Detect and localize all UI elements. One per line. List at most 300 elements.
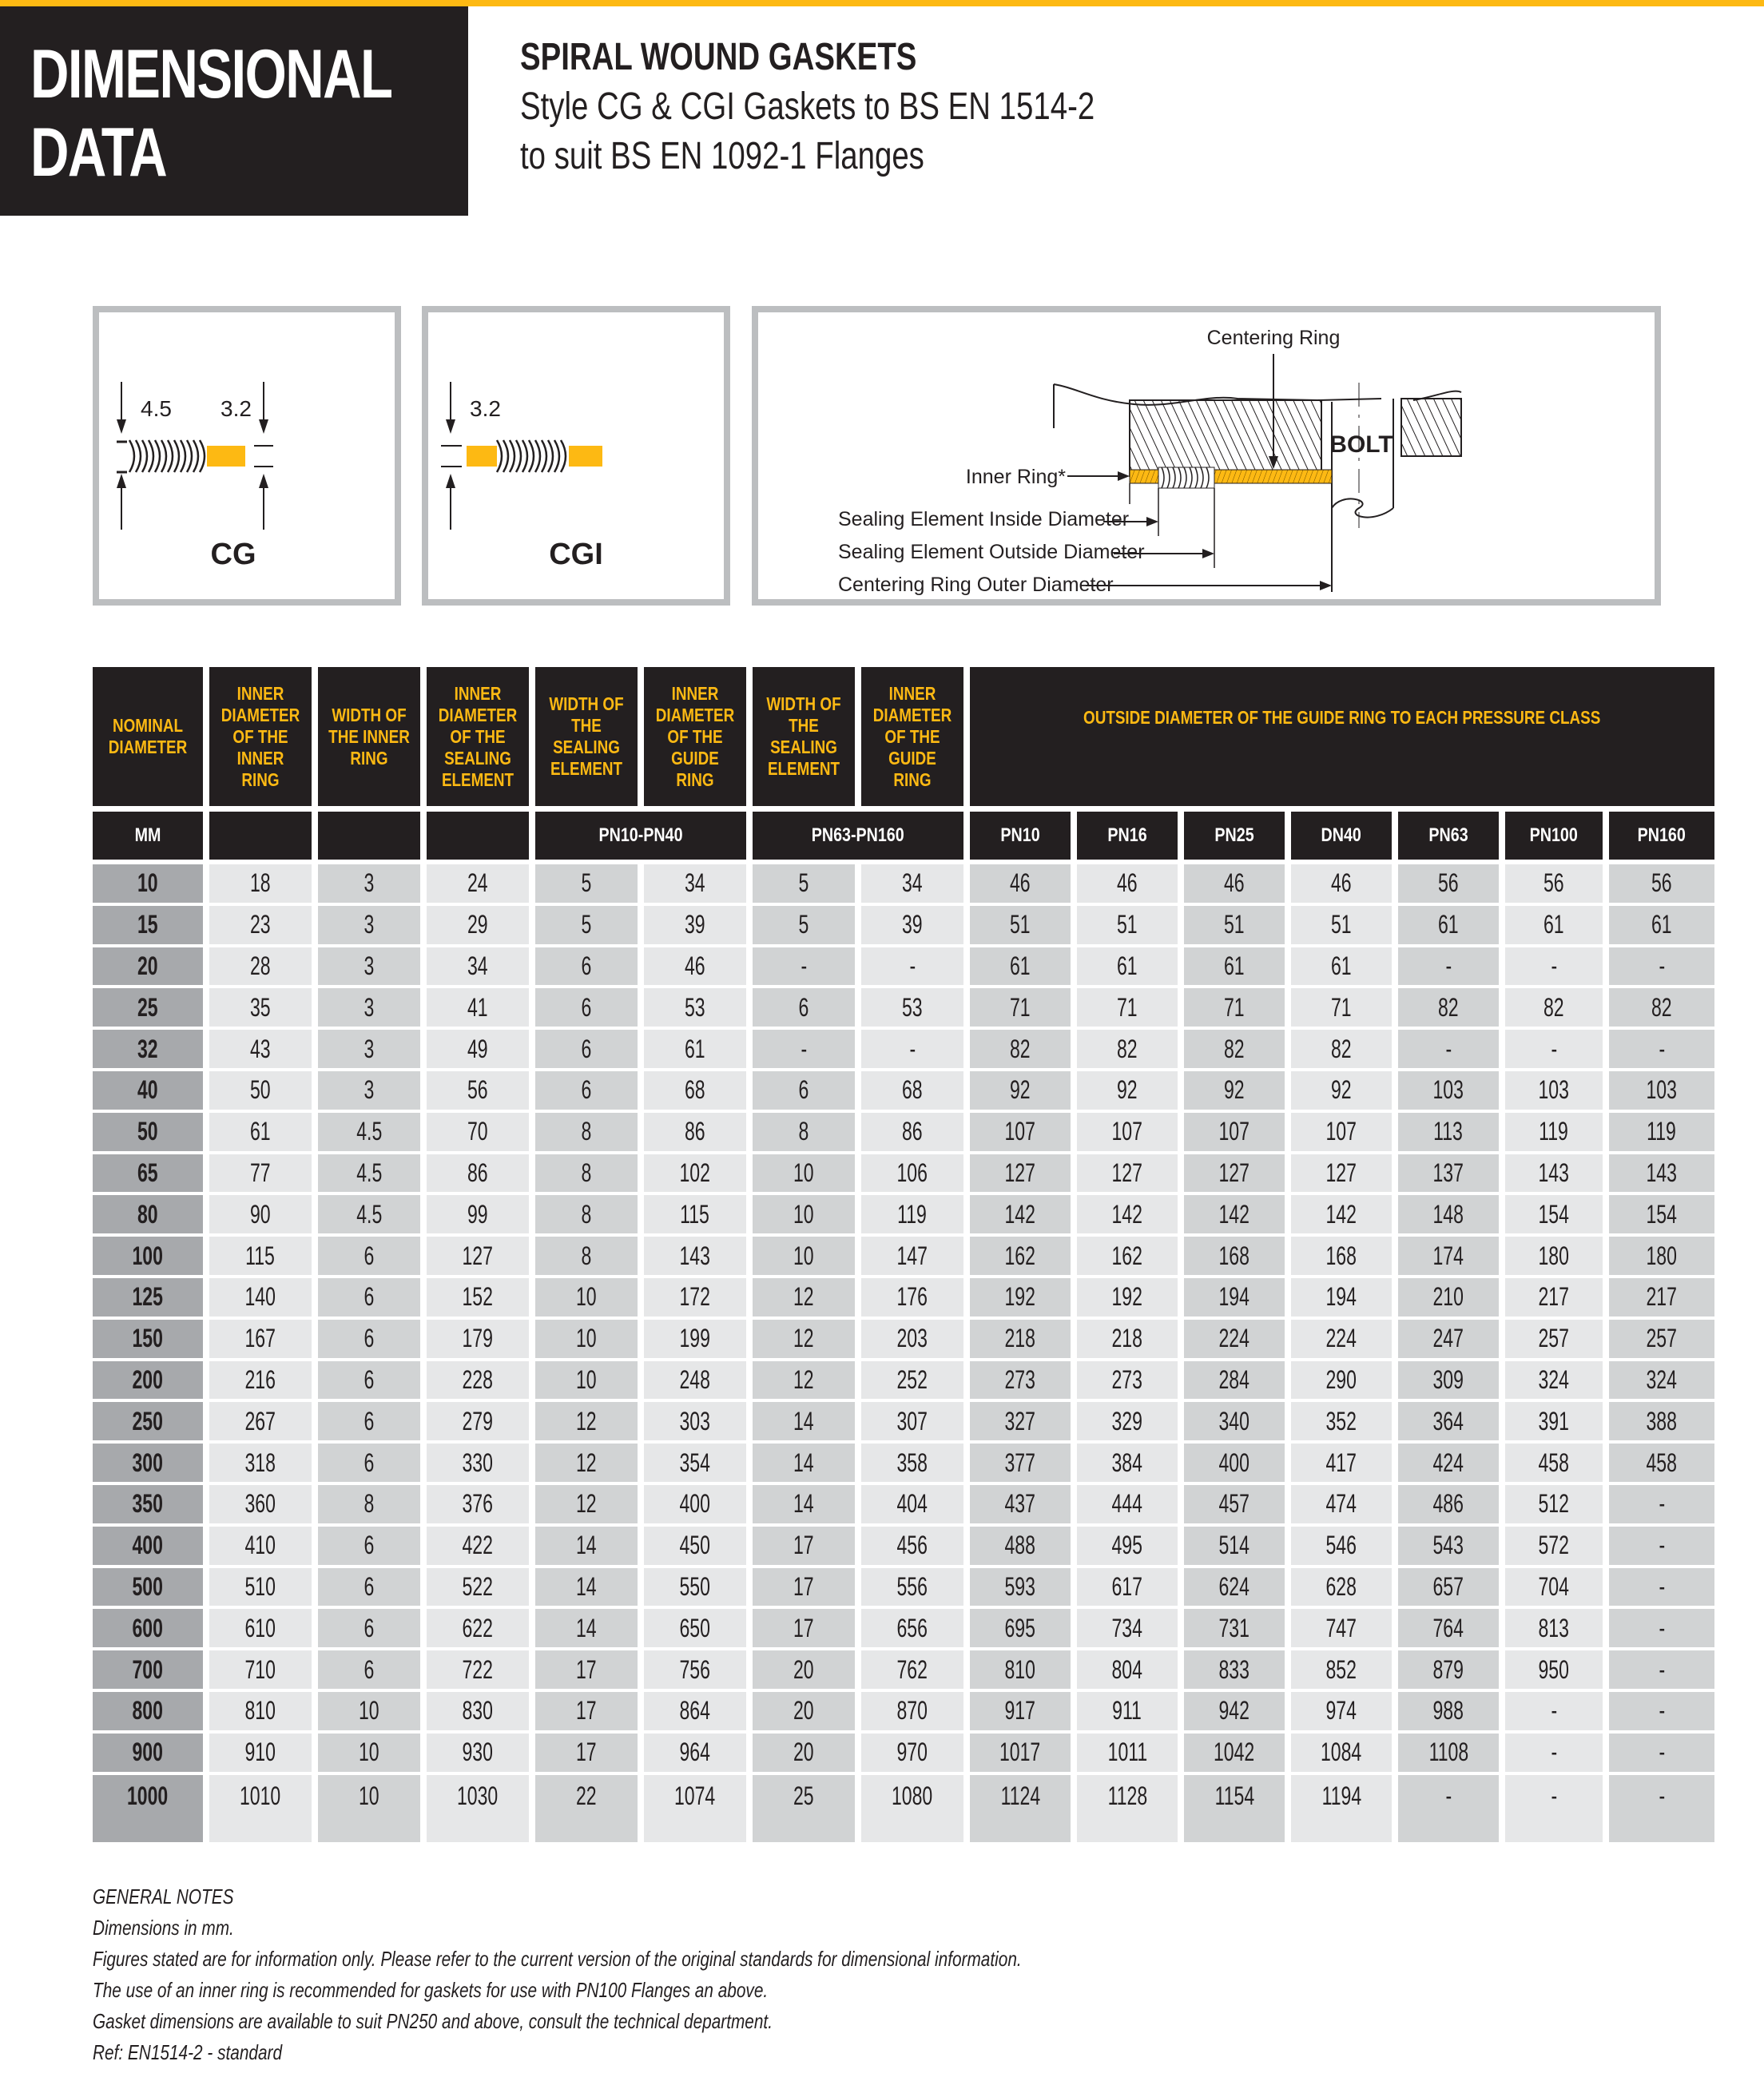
table-cell — [535, 906, 638, 944]
table-cell-text: 39 — [685, 910, 705, 939]
table-cell — [209, 864, 312, 903]
table-cell — [861, 1237, 963, 1275]
table-cell-text: 86 — [685, 1117, 705, 1146]
table-cell — [209, 1320, 312, 1358]
table-cell-text: 41 — [467, 992, 488, 1022]
table-cell — [1505, 1402, 1603, 1440]
table-cell — [1291, 988, 1392, 1027]
table-cell — [753, 1071, 855, 1110]
table-cell-text: 910 — [244, 1738, 276, 1767]
table-cell — [427, 1692, 529, 1730]
nominal-diameter-cell-text: 900 — [132, 1738, 164, 1767]
table-cell — [1077, 1320, 1178, 1358]
table-cell — [1398, 1692, 1499, 1730]
spiral-winding — [129, 440, 205, 472]
centering-outer-label: Centering Ring Outer Diameter — [838, 574, 1114, 596]
table-cell-text: 3 — [364, 1075, 375, 1105]
table-cell-text: 68 — [902, 1075, 923, 1105]
nominal-diameter-cell-text: 65 — [137, 1158, 158, 1187]
table-cell — [1184, 1692, 1285, 1730]
table-cell-text: 29 — [467, 910, 488, 939]
pressure-group-header-text: PN63-PN160 — [812, 824, 904, 846]
table-cell-text: 51 — [1331, 910, 1352, 939]
table-cell — [1505, 1609, 1603, 1647]
table-cell — [1291, 1527, 1392, 1565]
table-cell-text: 142 — [1325, 1199, 1357, 1229]
table-cell-text: 6 — [364, 1282, 375, 1312]
table-cell-text: 970 — [896, 1738, 928, 1767]
table-cell — [753, 1568, 855, 1606]
table-cell-text: 422 — [462, 1531, 494, 1560]
table-cell — [1184, 1113, 1285, 1151]
table-cell — [1505, 947, 1603, 986]
table-cell — [753, 864, 855, 903]
table-cell — [753, 1030, 855, 1068]
table-cell — [1077, 1278, 1178, 1317]
table-cell-text: 99 — [467, 1199, 488, 1229]
table-cell-text: 833 — [1218, 1654, 1250, 1684]
table-cell-text: 46 — [1117, 868, 1138, 898]
table-cell — [209, 988, 312, 1027]
table-cell-text: 56 — [1544, 868, 1564, 898]
column-header-text: NOMINAL DIAMETER — [108, 715, 188, 757]
table-cell — [1291, 1692, 1392, 1730]
table-cell-text: 488 — [1004, 1531, 1036, 1560]
table-cell — [1077, 864, 1178, 903]
table-cell-text: 86 — [467, 1158, 488, 1187]
table-cell — [970, 864, 1071, 903]
note-line: Ref: EN1514-2 - standard — [93, 2040, 283, 2064]
table-cell — [1609, 1361, 1714, 1400]
table-cell — [318, 947, 420, 986]
table-cell — [1609, 1775, 1714, 1842]
cg-dim-left: 4.5 — [141, 396, 172, 421]
table-cell — [1505, 864, 1603, 903]
table-cell-text: 127 — [1218, 1158, 1250, 1187]
table-cell-text: 147 — [896, 1241, 928, 1270]
table-cell — [753, 1527, 855, 1565]
table-cell — [1609, 1568, 1714, 1606]
table-cell — [1505, 1734, 1603, 1772]
table-cell — [753, 1237, 855, 1275]
cgi-dim-left: 3.2 — [470, 396, 501, 421]
table-cell-text: - — [1445, 1034, 1452, 1063]
table-cell — [209, 906, 312, 944]
table-cell-text: 43 — [250, 1034, 271, 1063]
table-cell-text: 61 — [1331, 951, 1352, 980]
table-cell — [1398, 1775, 1499, 1842]
table-cell-text: 12 — [576, 1406, 597, 1436]
table-cell — [753, 1734, 855, 1772]
nominal-diameter-cell — [93, 1527, 203, 1565]
table-cell — [1291, 1278, 1392, 1317]
table-cell — [644, 1278, 746, 1317]
table-cell — [644, 864, 746, 903]
table-cell-text: 82 — [1224, 1034, 1245, 1063]
table-cell — [209, 1113, 312, 1151]
table-cell — [1184, 1485, 1285, 1523]
table-cell — [1291, 1734, 1392, 1772]
table-cell — [427, 1237, 529, 1275]
table-cell-text: 911 — [1112, 1696, 1142, 1726]
table-cell-text: 329 — [1111, 1406, 1143, 1436]
sealing-inside-label: Sealing Element Inside Diameter — [838, 508, 1130, 530]
table-cell-text: 71 — [1224, 992, 1245, 1022]
table-cell — [861, 988, 963, 1027]
nominal-diameter-cell-text: 32 — [137, 1034, 158, 1063]
table-cell — [1291, 1154, 1392, 1193]
table-cell-text: 34 — [685, 868, 705, 898]
table-cell — [861, 947, 963, 986]
table-cell-text: - — [1659, 1571, 1665, 1601]
table-cell-text: 12 — [793, 1324, 814, 1353]
table-cell-text: 273 — [1004, 1364, 1036, 1394]
table-cell-text: 410 — [244, 1531, 276, 1560]
table-cell — [1609, 988, 1714, 1027]
table-cell — [1609, 1195, 1714, 1233]
table-cell — [318, 1361, 420, 1400]
table-cell — [318, 1113, 420, 1151]
table-cell — [1398, 988, 1499, 1027]
table-cell-text: 930 — [462, 1738, 494, 1767]
table-cell-text: 137 — [1432, 1158, 1464, 1187]
table-cell — [644, 1195, 746, 1233]
table-cell — [427, 1444, 529, 1482]
table-cell — [1398, 1237, 1499, 1275]
table-cell-text: 127 — [462, 1241, 494, 1270]
table-cell-text: 51 — [1010, 910, 1031, 939]
nominal-diameter-cell-text: 350 — [132, 1489, 164, 1519]
table-cell-text: 180 — [1646, 1241, 1678, 1270]
table-cell-text: 318 — [244, 1448, 276, 1477]
table-cell — [318, 1527, 420, 1565]
centering-ring-label: Centering Ring — [1206, 327, 1341, 349]
table-cell — [753, 1113, 855, 1151]
table-cell — [1291, 1568, 1392, 1606]
nominal-diameter-cell-text: 40 — [137, 1075, 158, 1105]
table-cell — [1505, 1030, 1603, 1068]
table-cell-text: 82 — [1544, 992, 1564, 1022]
table-cell-text: 731 — [1218, 1613, 1250, 1642]
table-cell — [644, 1485, 746, 1523]
column-header — [318, 667, 420, 806]
nominal-diameter-cell — [93, 947, 203, 986]
nominal-diameter-cell-text: 80 — [137, 1199, 158, 1229]
table-cell-text: 10 — [359, 1696, 379, 1726]
table-cell — [1291, 1650, 1392, 1689]
table-cell-text: 747 — [1325, 1613, 1357, 1642]
table-cell-text: 324 — [1646, 1364, 1678, 1394]
table-cell — [970, 1030, 1071, 1068]
table-cell — [1077, 947, 1178, 986]
table-cell-text: 512 — [1538, 1489, 1570, 1519]
table-cell-text: 5 — [798, 868, 809, 898]
table-cell — [1505, 1775, 1603, 1842]
table-cell-text: 34 — [902, 868, 923, 898]
table-cell — [1184, 1361, 1285, 1400]
table-cell-text: 6 — [581, 1034, 592, 1063]
table-cell — [427, 1485, 529, 1523]
table-cell — [318, 1071, 420, 1110]
table-cell — [1398, 1527, 1499, 1565]
table-cell-text: 10 — [576, 1324, 597, 1353]
table-cell-text: 1017 — [999, 1738, 1041, 1767]
nominal-diameter-cell-text: 50 — [137, 1117, 158, 1146]
table-cell-text: 46 — [1010, 868, 1031, 898]
table-cell — [1077, 1195, 1178, 1233]
unit-header — [93, 812, 203, 860]
cg-cross-section — [99, 312, 395, 599]
table-cell — [209, 1071, 312, 1110]
table-cell-text: 1080 — [892, 1781, 933, 1810]
table-cell-text: 6 — [364, 1531, 375, 1560]
table-cell — [535, 1154, 638, 1193]
section-title-line1: DIMENSIONAL — [30, 36, 392, 113]
table-cell-text: 46 — [1224, 868, 1245, 898]
table-cell-text: 51 — [1224, 910, 1245, 939]
table-cell — [861, 1734, 963, 1772]
table-cell — [209, 1568, 312, 1606]
table-cell — [970, 1444, 1071, 1482]
centering-ring — [207, 446, 245, 467]
table-cell-text: 734 — [1111, 1613, 1143, 1642]
table-cell-text: 103 — [1646, 1075, 1678, 1105]
table-cell — [209, 1361, 312, 1400]
table-cell-text: 5 — [798, 910, 809, 939]
column-header — [93, 667, 203, 806]
table-cell-text: 61 — [1438, 910, 1459, 939]
table-cell-text: 127 — [1325, 1158, 1357, 1187]
table-cell-text: 5 — [581, 868, 592, 898]
table-cell — [1609, 1444, 1714, 1482]
table-cell-text: 115 — [245, 1241, 276, 1270]
table-cell-text: 458 — [1538, 1448, 1570, 1477]
table-cell-text: 1108 — [1428, 1738, 1468, 1767]
table-cell-text: 722 — [462, 1654, 494, 1684]
table-cell-text: 8 — [581, 1117, 592, 1146]
table-cell — [1077, 1775, 1178, 1842]
table-cell-text: 810 — [244, 1696, 276, 1726]
pressure-class-header — [1184, 812, 1285, 860]
table-cell — [209, 1195, 312, 1233]
table-cell-text: 5 — [581, 910, 592, 939]
table-cell-text: 46 — [685, 951, 705, 980]
pressure-class-header-text: PN160 — [1637, 824, 1687, 846]
section-title-line2: DATA — [30, 114, 167, 191]
table-cell — [427, 1071, 529, 1110]
table-cell — [970, 988, 1071, 1027]
table-cell-text: 340 — [1218, 1406, 1250, 1436]
table-cell-text: 71 — [1117, 992, 1138, 1022]
table-cell — [535, 1692, 638, 1730]
table-cell-text: 34 — [467, 951, 488, 980]
table-cell — [1609, 1320, 1714, 1358]
table-cell — [1609, 1154, 1714, 1193]
table-cell-text: 572 — [1538, 1531, 1570, 1560]
table-cell — [427, 1154, 529, 1193]
table-cell — [861, 1113, 963, 1151]
table-cell-text: 879 — [1432, 1654, 1464, 1684]
table-cell — [1291, 1402, 1392, 1440]
nominal-diameter-cell-text: 15 — [137, 910, 158, 939]
table-cell — [209, 1278, 312, 1317]
nominal-diameter-cell — [93, 1650, 203, 1689]
table-cell-text: 224 — [1218, 1324, 1250, 1353]
table-cell-text: 56 — [467, 1075, 488, 1105]
cg-label: CG — [210, 538, 256, 571]
table-cell-text: 162 — [1004, 1241, 1036, 1270]
table-cell-text: 103 — [1538, 1075, 1570, 1105]
table-cell-text: - — [1659, 1531, 1665, 1560]
table-cell-text: 119 — [897, 1199, 928, 1229]
table-cell — [1505, 1650, 1603, 1689]
table-cell-text: 18 — [250, 868, 271, 898]
table-cell — [1077, 1568, 1178, 1606]
table-cell — [753, 1154, 855, 1193]
table-cell-text: 1074 — [674, 1781, 716, 1810]
table-cell-text: - — [1659, 1613, 1665, 1642]
table-cell — [753, 1278, 855, 1317]
table-cell — [535, 1113, 638, 1151]
accent-bar — [0, 0, 1764, 6]
cg-diagram — [93, 306, 401, 606]
table-cell-text: 61 — [685, 1034, 705, 1063]
table-cell — [427, 1195, 529, 1233]
table-cell — [1184, 1775, 1285, 1842]
table-cell-text: 14 — [576, 1613, 597, 1642]
column-header-group — [970, 667, 1714, 806]
table-cell — [1077, 1692, 1178, 1730]
table-cell — [861, 1195, 963, 1233]
table-cell-text: 4.5 — [356, 1158, 383, 1187]
cgi-label: CGI — [549, 538, 603, 571]
table-cell — [1398, 1320, 1499, 1358]
table-cell — [318, 1568, 420, 1606]
table-cell-text: 180 — [1538, 1241, 1570, 1270]
table-cell — [1291, 1237, 1392, 1275]
table-cell — [1398, 1154, 1499, 1193]
nominal-diameter-cell-text: 700 — [132, 1654, 164, 1684]
table-cell — [970, 1237, 1071, 1275]
table-cell-text: 127 — [1111, 1158, 1143, 1187]
table-cell-text: 6 — [364, 1571, 375, 1601]
table-cell — [1398, 864, 1499, 903]
table-cell-text: 92 — [1010, 1075, 1031, 1105]
nominal-diameter-cell-text: 800 — [132, 1696, 164, 1726]
table-cell-text: 267 — [244, 1406, 276, 1436]
table-cell — [753, 906, 855, 944]
table-cell — [1505, 1237, 1603, 1275]
table-cell-text: 360 — [244, 1489, 276, 1519]
table-cell — [644, 1320, 746, 1358]
table-cell — [1184, 1030, 1285, 1068]
table-cell-text: 4.5 — [356, 1117, 383, 1146]
table-cell-text: 657 — [1432, 1571, 1464, 1601]
table-cell-text: 864 — [679, 1696, 711, 1726]
table-cell — [644, 1775, 746, 1842]
pressure-class-header-text: PN10 — [1000, 824, 1040, 846]
table-cell-text: 417 — [1325, 1448, 1357, 1477]
table-cell-text: 56 — [1438, 868, 1459, 898]
table-cell — [970, 1278, 1071, 1317]
table-cell-text: 303 — [679, 1406, 711, 1436]
table-cell-text: 12 — [576, 1448, 597, 1477]
cgi-cross-section — [428, 312, 724, 599]
table-cell-text: 988 — [1432, 1696, 1464, 1726]
table-cell — [318, 1320, 420, 1358]
table-cell-text: 51 — [1117, 910, 1138, 939]
table-cell — [1398, 947, 1499, 986]
table-cell — [753, 1692, 855, 1730]
table-cell-text: 92 — [1331, 1075, 1352, 1105]
table-cell-text: 656 — [896, 1613, 928, 1642]
table-cell-text: 252 — [896, 1364, 928, 1394]
table-cell — [1609, 1734, 1714, 1772]
table-cell-text: - — [1659, 1489, 1665, 1519]
table-cell-text: 495 — [1111, 1531, 1143, 1560]
table-cell — [753, 1775, 855, 1842]
nominal-diameter-cell-text: 25 — [137, 992, 158, 1022]
pressure-class-header — [1077, 812, 1178, 860]
table-cell — [1505, 988, 1603, 1027]
table-cell — [1609, 1278, 1714, 1317]
centering-ring — [1214, 470, 1332, 483]
table-cell-text: 77 — [250, 1158, 271, 1187]
table-cell-text: 3 — [364, 951, 375, 980]
table-cell-text: 404 — [896, 1489, 928, 1519]
table-cell-text: - — [1551, 1034, 1557, 1063]
table-cell-text: 115 — [680, 1199, 710, 1229]
table-cell-text: 17 — [793, 1531, 814, 1560]
table-cell — [209, 1485, 312, 1523]
nominal-diameter-cell — [93, 906, 203, 944]
table-cell-text: 25 — [793, 1781, 814, 1810]
table-cell-text: 39 — [902, 910, 923, 939]
table-cell-text: 168 — [1325, 1241, 1357, 1270]
table-cell-text: 103 — [1432, 1075, 1464, 1105]
table-cell — [1505, 1278, 1603, 1317]
table-cell — [318, 864, 420, 903]
table-cell — [427, 1278, 529, 1317]
table-cell — [970, 906, 1071, 944]
table-cell — [209, 1030, 312, 1068]
table-cell — [861, 1650, 963, 1689]
table-cell — [970, 947, 1071, 986]
table-cell-text: 148 — [1432, 1199, 1464, 1229]
table-cell — [535, 1568, 638, 1606]
table-cell — [535, 1650, 638, 1689]
table-cell-text: 53 — [902, 992, 923, 1022]
table-cell-text: 224 — [1325, 1324, 1357, 1353]
table-cell — [535, 1402, 638, 1440]
nominal-diameter-cell — [93, 864, 203, 903]
table-cell — [535, 1734, 638, 1772]
table-cell-text: 17 — [576, 1654, 597, 1684]
pressure-class-header-text: DN40 — [1321, 824, 1362, 846]
table-cell-text: 10 — [793, 1158, 814, 1187]
nominal-diameter-cell-text: 500 — [132, 1571, 164, 1601]
table-cell-text: 650 — [679, 1613, 711, 1642]
table-cell — [753, 1485, 855, 1523]
table-cell — [1291, 864, 1392, 903]
nominal-diameter-cell — [93, 988, 203, 1027]
table-cell — [1398, 906, 1499, 944]
table-cell-text: 17 — [793, 1613, 814, 1642]
table-cell — [1291, 1485, 1392, 1523]
note-line: Dimensions in mm. — [93, 1916, 234, 1940]
column-header — [209, 667, 312, 806]
nominal-diameter-cell-text: 100 — [132, 1241, 164, 1270]
